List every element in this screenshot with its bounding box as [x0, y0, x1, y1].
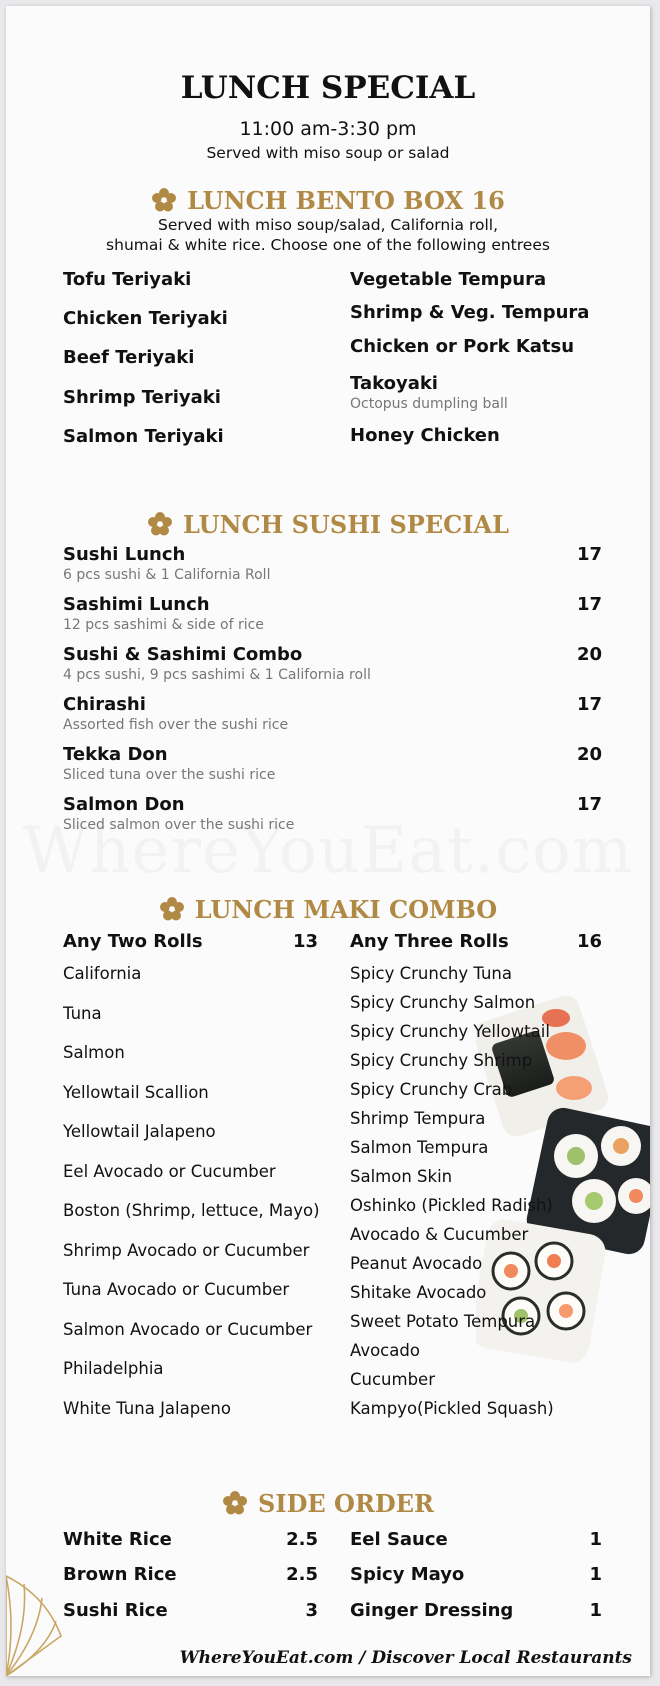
side-item-price: 2.5: [286, 1529, 318, 1550]
side-item-price: 1: [589, 1529, 602, 1550]
roll-item: Boston (Shrimp, lettuce, Mayo): [63, 1201, 320, 1220]
maki-heading-text: LUNCH MAKI COMBO: [194, 895, 498, 924]
sushi-item-name: Sashimi Lunch: [63, 594, 210, 615]
sushi-item-desc: Sliced salmon over the sushi rice: [63, 817, 295, 833]
sushi-item-price: 17: [576, 544, 602, 565]
flower-icon: [159, 896, 185, 922]
sushi-item-desc: 4 pcs sushi, 9 pcs sashimi & 1 California roll: [63, 667, 371, 683]
flower-icon: [151, 187, 177, 213]
roll-item: Tuna Avocado or Cucumber: [63, 1280, 290, 1299]
bento-item: Vegetable Tempura: [350, 269, 547, 290]
sushi-heading: [6, 510, 650, 539]
roll-item: Peanut Avocado: [350, 1254, 483, 1273]
roll-item: California: [63, 964, 142, 983]
bento-heading: [6, 186, 650, 215]
page-title: LUNCH SPECIAL: [180, 70, 476, 106]
served-note: Served with miso soup or salad: [206, 144, 450, 162]
flower-icon: [222, 1490, 248, 1516]
roll-item: Yellowtail Jalapeno: [63, 1122, 216, 1141]
three-rolls-label: Any Three Rolls: [350, 931, 509, 952]
takoyaki-desc: Octopus dumpling ball: [350, 396, 508, 412]
roll-item: Salmon: [63, 1043, 125, 1062]
sushi-item-name: Sushi & Sashimi Combo: [63, 644, 303, 665]
roll-item: Avocado: [350, 1341, 420, 1360]
sushi-item-price: 17: [576, 594, 602, 615]
roll-item: Spicy Crunchy Crab: [350, 1080, 513, 1099]
roll-item: Salmon Skin: [350, 1167, 453, 1186]
roll-item: Cucumber: [350, 1370, 435, 1389]
roll-item: Spicy Crunchy Shrimp: [350, 1051, 533, 1070]
sushi-item-price: 20: [576, 744, 602, 765]
roll-item: Salmon Tempura: [350, 1138, 489, 1157]
fan-ornament-icon: [6, 1566, 66, 1676]
side-item-name: Ginger Dressing: [350, 1600, 514, 1621]
roll-item: Philadelphia: [63, 1359, 164, 1378]
side-heading-text: SIDE ORDER: [258, 1489, 434, 1518]
sushi-item-desc: 12 pcs sashimi & side of rice: [63, 617, 264, 633]
roll-item: Spicy Crunchy Salmon: [350, 993, 536, 1012]
roll-item: Tuna: [63, 1004, 102, 1023]
roll-item: Shrimp Tempura: [350, 1109, 486, 1128]
sushi-heading-text: LUNCH SUSHI SPECIAL: [183, 510, 509, 539]
roll-item: Oshinko (Pickled Radish): [350, 1196, 553, 1215]
side-item-price: 3: [305, 1600, 318, 1621]
menu-page: [6, 6, 650, 1676]
side-item-name: Sushi Rice: [63, 1600, 168, 1621]
bento-item: Salmon Teriyaki: [63, 426, 224, 447]
footer-credit: WhereYouEat.com / Discover Local Restaurants: [179, 1648, 632, 1668]
roll-item: White Tuna Jalapeno: [63, 1399, 231, 1418]
roll-item: Spicy Crunchy Yellowtail: [350, 1022, 550, 1041]
flower-icon: [147, 511, 173, 537]
roll-item: Eel Avocado or Cucumber: [63, 1162, 276, 1181]
bento-item: Shrimp Teriyaki: [63, 387, 221, 408]
sushi-item-name: Salmon Don: [63, 794, 185, 815]
sushi-item-name: Sushi Lunch: [63, 544, 186, 565]
side-item-name: Spicy Mayo: [350, 1564, 465, 1585]
hours: 11:00 am-3:30 pm: [239, 118, 417, 140]
roll-item: Spicy Crunchy Tuna: [350, 964, 512, 983]
roll-item: Kampyo(Pickled Squash): [350, 1399, 554, 1418]
two-rolls-label: Any Two Rolls: [63, 931, 203, 952]
bento-item: Chicken Teriyaki: [63, 308, 228, 329]
bento-item: Shrimp & Veg. Tempura: [350, 302, 590, 323]
three-rolls-price: 16: [576, 931, 602, 952]
roll-item: Shitake Avocado: [350, 1283, 487, 1302]
side-item-name: White Rice: [63, 1529, 172, 1550]
side-item-name: Eel Sauce: [350, 1529, 448, 1550]
sushi-item-price: 17: [576, 694, 602, 715]
sushi-item-price: 20: [576, 644, 602, 665]
roll-item: Yellowtail Scallion: [63, 1083, 209, 1102]
bento-item: Honey Chicken: [350, 425, 500, 446]
bento-heading-text: LUNCH BENTO BOX 16: [187, 186, 505, 215]
bento-item: Tofu Teriyaki: [63, 269, 192, 290]
side-item-price: 1: [589, 1564, 602, 1585]
bento-desc-2: shumai & white rice. Choose one of the following entrees: [106, 236, 550, 254]
sushi-item-name: Tekka Don: [63, 744, 168, 765]
bento-item: Beef Teriyaki: [63, 347, 195, 368]
sushi-item-price: 17: [576, 794, 602, 815]
sushi-item-desc: 6 pcs sushi & 1 California Roll: [63, 567, 271, 583]
roll-item: Sweet Potato Tempura: [350, 1312, 536, 1331]
bento-item: Takoyaki: [350, 373, 438, 394]
roll-item: Shrimp Avocado or Cucumber: [63, 1241, 310, 1260]
side-item-name: Brown Rice: [63, 1564, 177, 1585]
sushi-item-desc: Sliced tuna over the sushi rice: [63, 767, 276, 783]
maki-heading: [6, 895, 650, 924]
roll-item: Avocado & Cucumber: [350, 1225, 529, 1244]
two-rolls-price: 13: [292, 931, 318, 952]
sushi-item-desc: Assorted fish over the sushi rice: [63, 717, 289, 733]
side-heading: [6, 1489, 650, 1518]
side-item-price: 2.5: [286, 1564, 318, 1585]
bento-item: Chicken or Pork Katsu: [350, 336, 575, 357]
roll-item: Salmon Avocado or Cucumber: [63, 1320, 313, 1339]
bento-desc-1: Served with miso soup/salad, California roll,: [157, 216, 499, 234]
side-item-price: 1: [589, 1600, 602, 1621]
sushi-item-name: Chirashi: [63, 694, 146, 715]
